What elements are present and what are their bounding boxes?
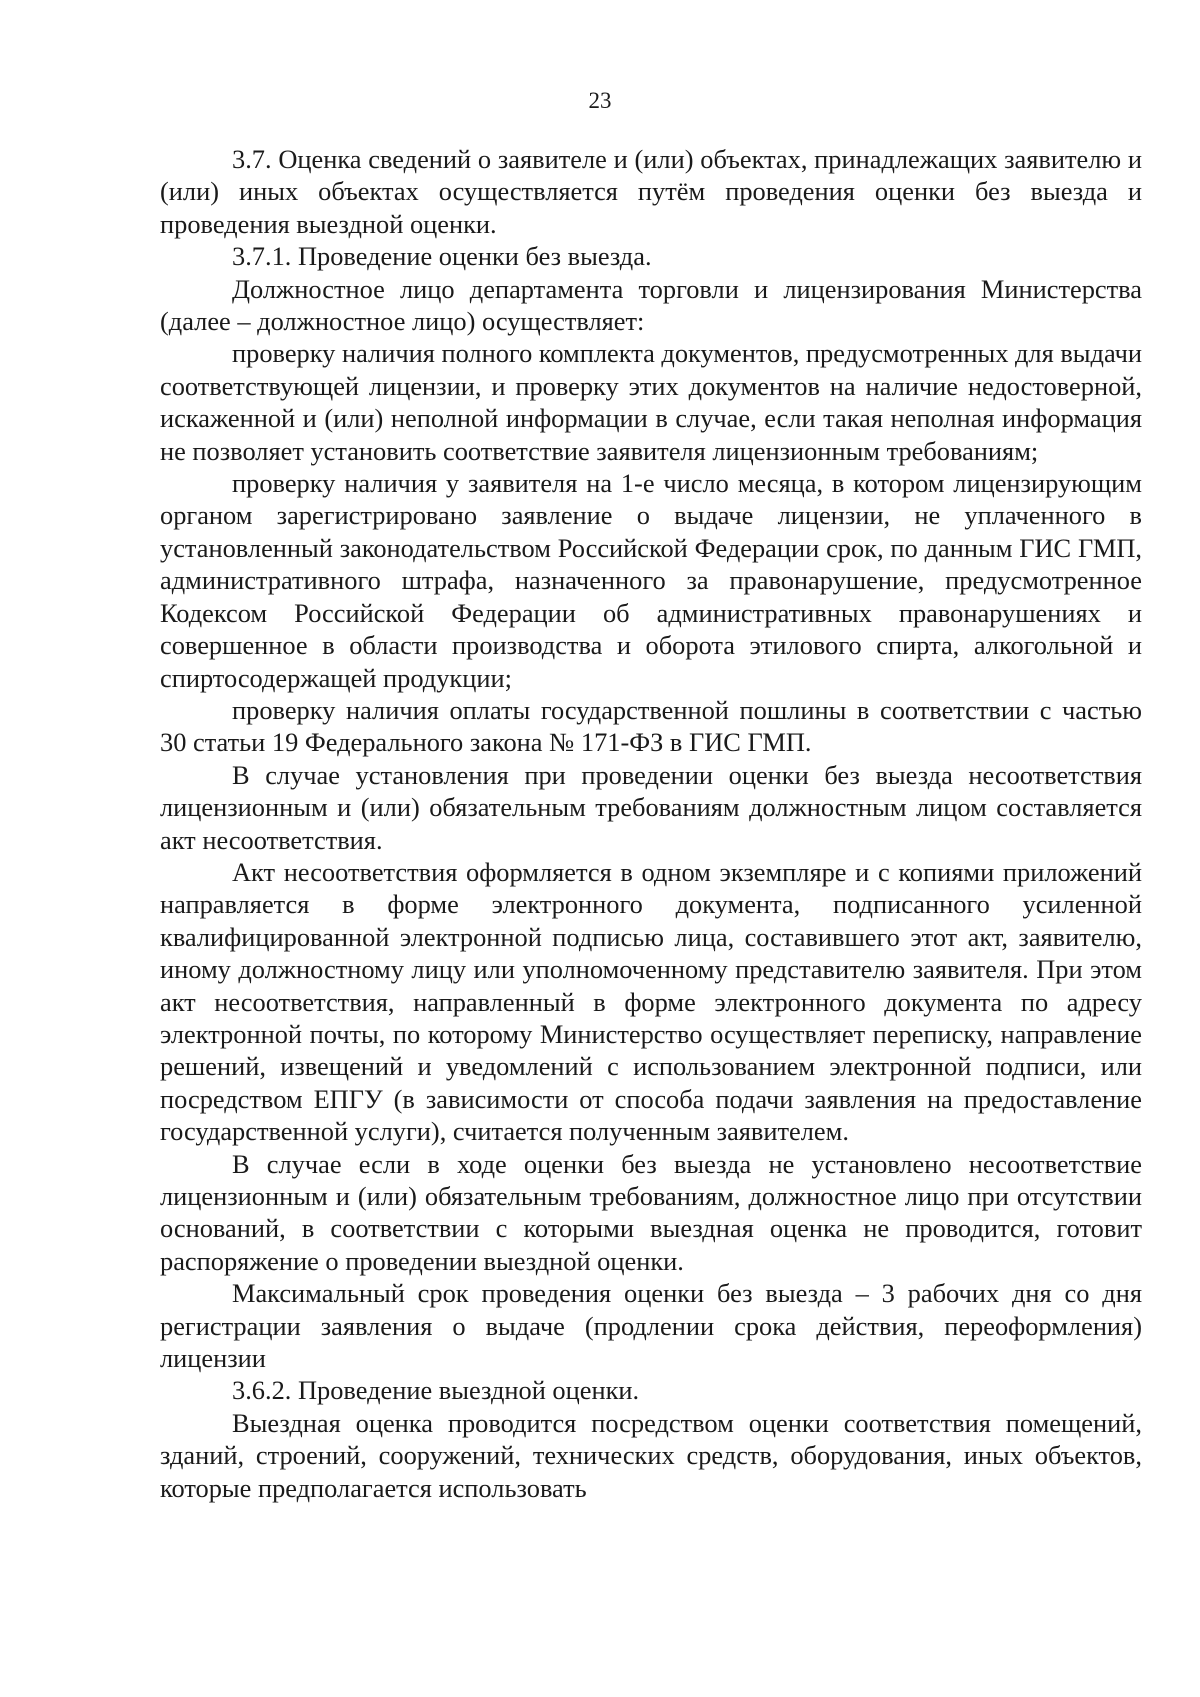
paragraph-max-term: Максимальный срок проведения оценки без выезда – 3 рабочих дня со дня регистрации заявления о выдаче (продлении срока действия, переоформления) лицензии: [160, 1278, 1142, 1374]
paragraph-check-documents: проверку наличия полного комплекта документов, предусмотренных для выдачи соответствующей лицензии, и проверку этих документов на наличие недостоверной, искаженной и (или) неполной информации в случае, если такая неполная информация не позволяет установить соответствие заявителя лицензионным требованиям;: [160, 338, 1142, 466]
paragraph-onsite: Выездная оценка проводится посредством оценки соответствия помещений, зданий, строений, сооружений, технических средств, оборудования, иных объектов, которые предполагается использовать: [160, 1407, 1142, 1503]
paragraph-official: Должностное лицо департамента торговли и лицензирования Министерства (далее – должностное лицо) осуществляет:: [160, 273, 1142, 337]
paragraph-3-7: 3.7. Оценка сведений о заявителе и (или) объектах, принадлежащих заявителю и (или) иных объектах осуществляется путём проведения оценки без выезда и проведения выездной оценки.: [160, 144, 1142, 239]
section-heading-3-7-1: 3.7.1. Проведение оценки без выезда.: [232, 241, 652, 272]
paragraph-act: Акт несоответствия оформляется в одном экземпляре и с копиями приложений направляется в форме электронного документа, подписанного усиленной квалифицированной электронной подписью лица, составившего этот акт, заявителю, иному должностному лицу или уполномоченному представителю заявителя. При этом акт несоответствия, направленный в форме электронного документа по адресу электронной почты, по которому Министерство осуществляет переписку, направление решений, извещений и уведомлений с использованием электронной подписи, или посредством ЕПГУ (в зависимости от способа подачи заявления на предоставление государственной услуги), считается полученным заявителем.: [160, 856, 1142, 1147]
section-heading-3-6-2: 3.6.2. Проведение выездной оценки.: [232, 1375, 640, 1406]
paragraph-check-fine: проверку наличия у заявителя на 1-е число месяца, в котором лицензирующим органом зарегистрировано заявление о выдаче лицензии, не уплаченного в установленный законодательством Российской Федерации срок, по данным ГИС ГМП, административного штрафа, назначенного за правонарушение, предусмотренное Кодексом Российской Федерации об административных правонарушениях и совершенное в области производства и оборота этилового спирта, алкогольной и спиртосодержащей продукции;: [160, 468, 1142, 693]
paragraph-no-nonconformity: В случае если в ходе оценки без выезда не установлено несоответствие лицензионным и (или) обязательным требованиям, должностное лицо при отсутствии оснований, в соответствии с которыми выездная оценка не проводится, готовит распоряжение о проведении выездной оценки.: [160, 1148, 1142, 1276]
document-body: [160, 143, 1142, 1504]
paragraph-nonconformity: В случае установления при проведении оценки без выезда несоответствия лицензионным и (или) обязательным требованиям должностным лицом составляется акт несоответствия.: [160, 759, 1142, 855]
page-number: 23: [588, 88, 612, 113]
paragraph-check-duty: проверку наличия оплаты государственной пошлины в соответствии с частью 30 статьи 19 Федерального закона № 171-ФЗ в ГИС ГМП.: [160, 694, 1142, 758]
